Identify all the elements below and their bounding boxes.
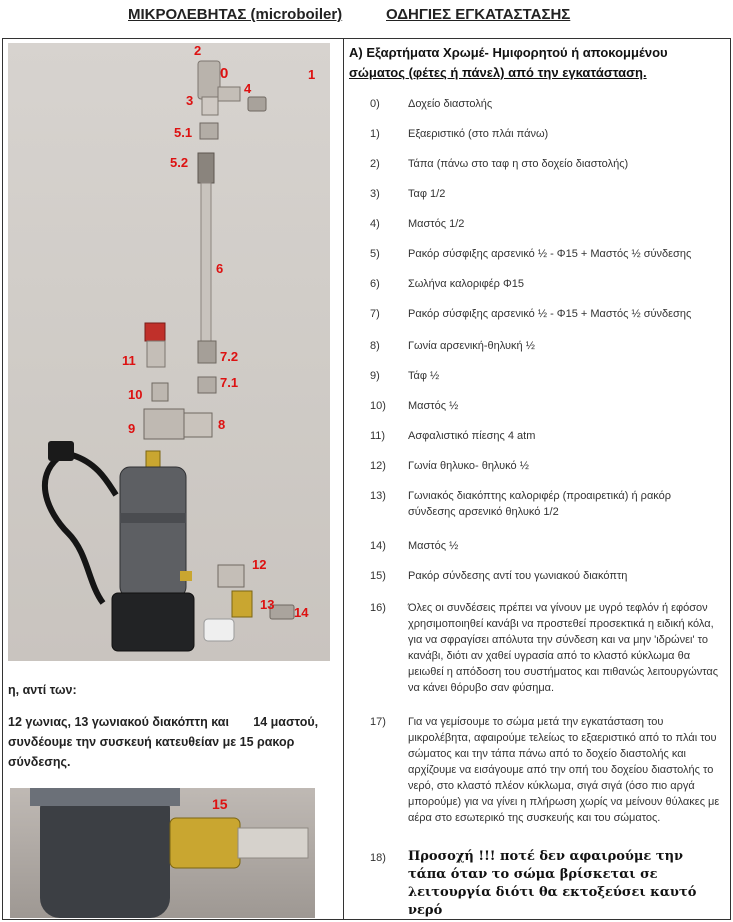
label-11: 11 <box>122 353 136 368</box>
alt-heading: η, αντί των: <box>8 683 77 697</box>
label-2: 2 <box>194 43 202 58</box>
item-number: 0) <box>370 98 380 110</box>
label-6: 6 <box>216 261 224 276</box>
item-text: Γωνία θηλυκο- θηλυκό ½ <box>408 460 529 472</box>
item-text: Ταφ 1/2 <box>408 188 446 200</box>
item-text: Ρακόρ σύσφιξης αρσενικό ½ - Φ15 + Μαστός ½ σύνδεσης <box>408 308 692 320</box>
item-text: Μαστός ½ <box>408 540 459 552</box>
item-text: Γωνιακός διακόπτης καλοριφέρ (προαιρετικά) ή ρακόρ σύνδεσης αρσενικό θηλυκό 1/2 <box>408 490 672 518</box>
item-text: Δοχείο διαστολής <box>408 98 493 110</box>
label-0: 0 <box>220 65 229 82</box>
title-right: ΟΔΗΓΙΕΣ ΕΓΚΑΤΑΣΤΑΣΗΣ <box>386 6 571 23</box>
item-text: Ρακόρ σύσφιξης αρσενικό ½ - Φ15 + Μαστός ½ σύνδεσης <box>408 248 692 260</box>
label-4: 4 <box>244 81 252 96</box>
item-number: 3) <box>370 188 380 200</box>
item-text: Ασφαλιστικό πίεσης 4 atm <box>408 430 536 442</box>
label-8: 8 <box>218 417 226 432</box>
item-number: 18) <box>370 852 386 864</box>
label-7-1: 7.1 <box>220 375 239 390</box>
item-number: 2) <box>370 158 380 170</box>
item-number: 11) <box>370 430 386 442</box>
item-number: 1) <box>370 128 380 140</box>
document-title <box>0 4 733 28</box>
connection-illustration <box>10 788 315 918</box>
label-5-1: 5.1 <box>174 125 193 140</box>
item-number: 13) <box>370 490 386 502</box>
item-number: 4) <box>370 218 380 230</box>
label-9: 9 <box>128 421 136 436</box>
item-number: 6) <box>370 278 380 290</box>
item-number: 10) <box>370 400 386 412</box>
alt-line-1: 12 γωνιας, 13 γωνιακού διακόπτη και 14 μαστού, <box>8 715 319 729</box>
item-number: 14) <box>370 540 386 552</box>
label-13: 13 <box>260 597 275 612</box>
item-number: 17) <box>370 716 386 728</box>
item-text: Τάπα (πάνω στο ταφ η στο δοχείο διαστολής) <box>408 158 629 170</box>
label-15: 15 <box>212 796 228 812</box>
label-3: 3 <box>186 93 194 108</box>
item-number: 16) <box>370 602 386 614</box>
item-text: Για να γεμίσουμε το σώμα μετά την εγκατάσταση του μικρολέβητα, αφαιρούμε τελείως το εξαεριστικό από το πλάι του σώματος και την τάπα πάνω από το δοχείο διαστολής και αρχίζουμε να εισάγουμε από την οπή του δοχείου διαστολής το νερό, στο κλαστό πλέον κύκλωμα, σιγά σιγά (όσο πιο αργά μπορούμε) για να γίνει η πλήρωση χωρίς να μείνουν θύλακες με αέρα στο εσωτερικό της συσκευής και του σώματος. <box>408 716 720 824</box>
item-number: 7) <box>370 308 380 320</box>
section-a-heading-line-2: σώματος (φέτες ή πάνελ) από την εγκατάσταση. <box>349 65 647 80</box>
section-a-heading <box>349 43 719 83</box>
parts-photo <box>8 43 330 661</box>
alt-line-2: συνδέουμε την συσκευή κατευθείαν με 15 ρακορ <box>8 735 295 749</box>
label-12: 12 <box>252 557 267 572</box>
alt-line-3: σύνδεσης. <box>8 755 71 769</box>
title-left: ΜΙΚΡΟΛΕΒΗΤΑΣ (microboiler) <box>128 6 343 23</box>
section-a-heading-line-1: Α) Εξαρτήματα Χρωμέ- Ημιφορητού ή αποκομμένου <box>349 45 668 60</box>
item-text: Μαστός ½ <box>408 400 459 412</box>
item-text: Εξαεριστικό (στο πλάι πάνω) <box>408 128 549 140</box>
item-number: 12) <box>370 460 386 472</box>
item-text: Σωλήνα καλοριφέρ Φ15 <box>408 278 524 290</box>
item-number: 15) <box>370 570 386 582</box>
item-text: Ρακόρ σύνδεσης αντί του γωνιακού διακόπτη <box>408 570 628 582</box>
item-number: 5) <box>370 248 380 260</box>
item-text: Γωνία αρσενική-θηλυκή ½ <box>408 340 535 352</box>
parts-illustration <box>8 43 330 661</box>
item-text: Τάφ ½ <box>408 370 440 382</box>
item-text: Μαστός 1/2 <box>408 218 465 230</box>
warning-text: Προσοχή !!! ποτέ δεν αφαιρούμε την τάπα όταν το σώμα βρίσκεται σε λειτουργία διότι θα εκτοξεύσει καυτό νερό <box>408 849 697 918</box>
label-10: 10 <box>128 387 143 402</box>
label-14: 14 <box>294 605 309 620</box>
item-text: Όλες οι συνδέσεις πρέπει να γίνουν με υγρό τεφλόν ή εφόσον χρησιμοποιηθεί κανάβι να προστεθεί προσεκτικά η ειδική κόλα, για να σφραγίσει απόλυτα την σύνδεση και να μην 'ιδρώνει' το κανάβι, διότι αν χαθεί υγρασία από το κλαστό κύκλωμα θα μειωθεί η απόδοση του συστήματος και πιθανώς λειτουργώντας να κάνει θόρυβο σαν φύσημα. <box>408 602 719 694</box>
connection-photo <box>10 788 315 918</box>
item-number: 9) <box>370 370 380 382</box>
column-divider <box>343 38 344 920</box>
label-1: 1 <box>308 67 316 82</box>
item-number: 8) <box>370 340 380 352</box>
label-5-2: 5.2 <box>170 155 189 170</box>
label-7-2: 7.2 <box>220 349 239 364</box>
